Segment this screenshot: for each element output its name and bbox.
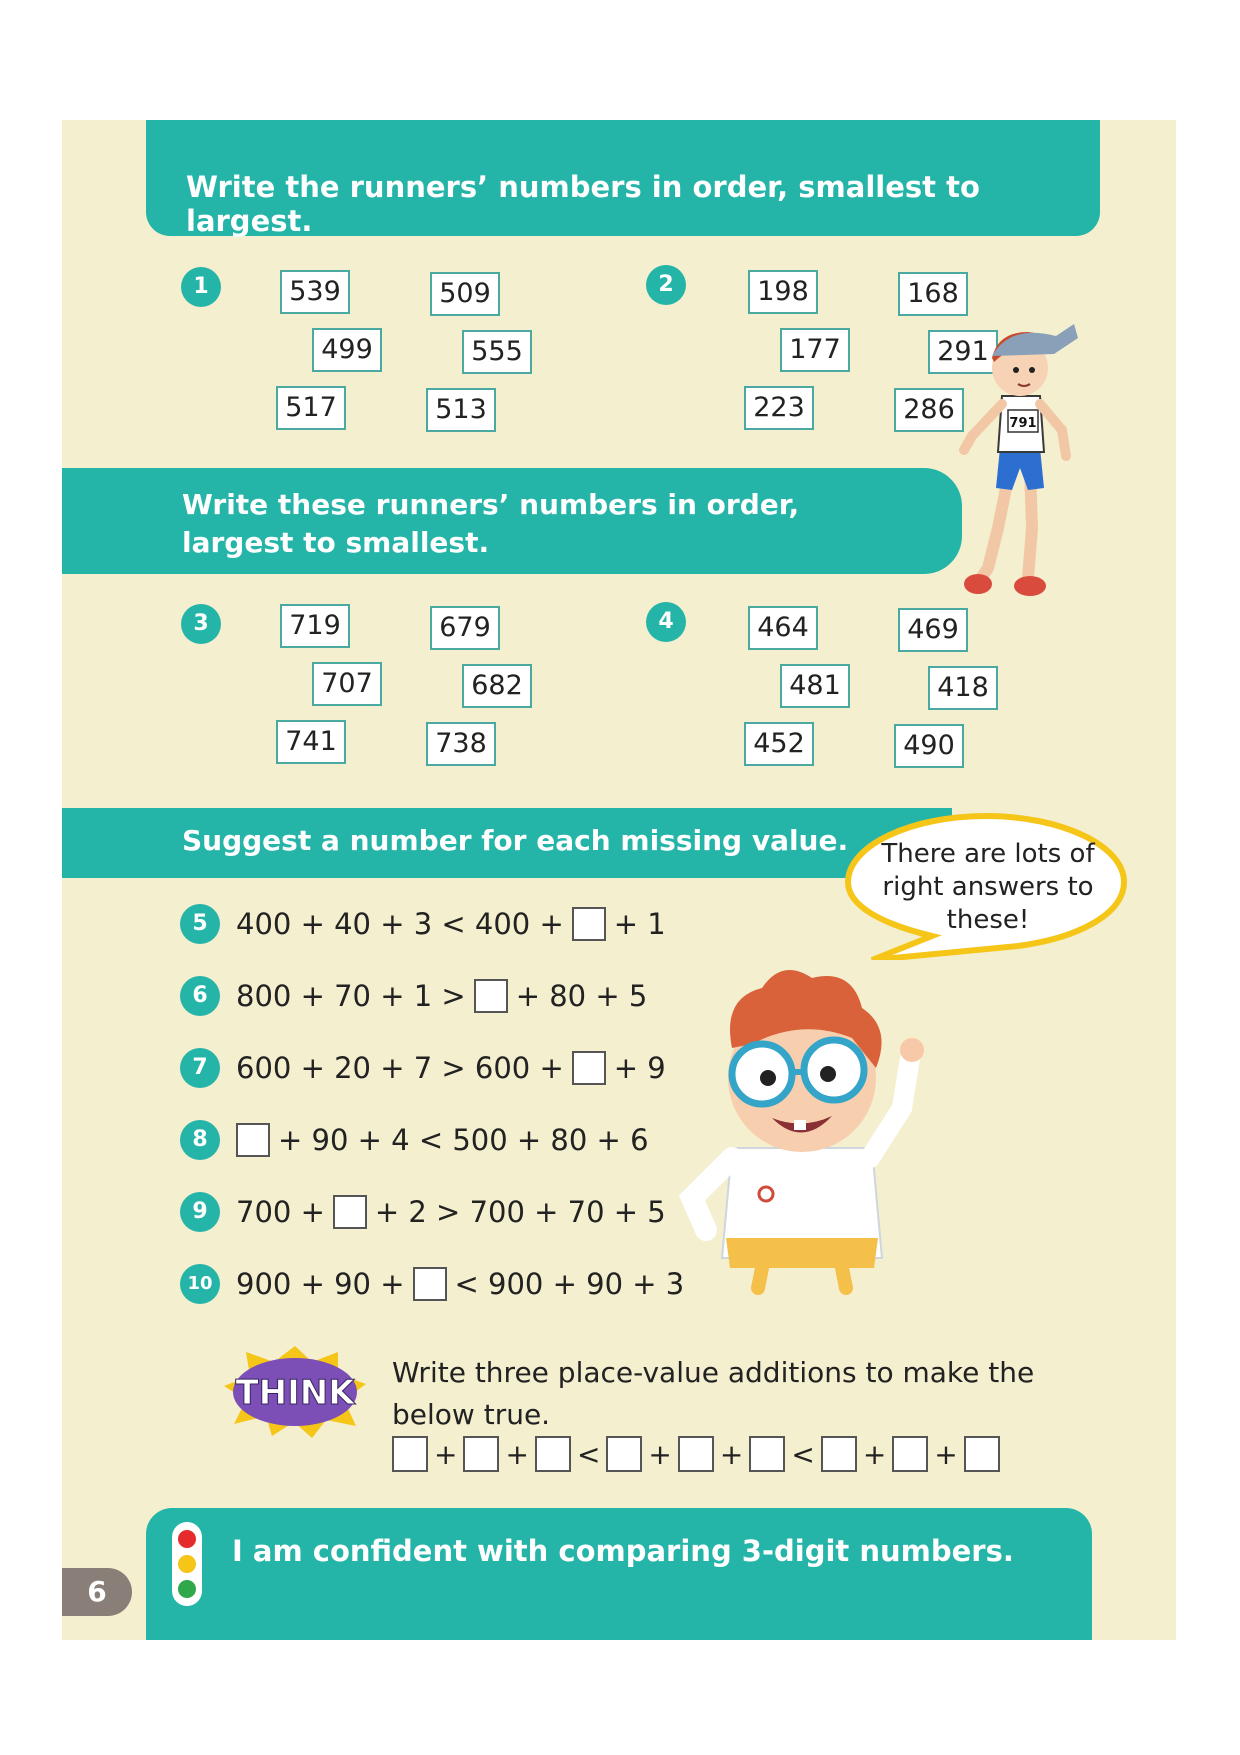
runner-number-box: 223 — [744, 386, 814, 430]
red-light[interactable] — [178, 1530, 196, 1548]
question-3-number: 3 — [181, 604, 221, 644]
equation-9 — [236, 1190, 666, 1234]
section-3-heading: Suggest a number for each missing value. — [182, 824, 849, 857]
confidence-band — [146, 1508, 1092, 1640]
less-than-sign: < — [576, 1437, 601, 1471]
runner-number-box: 719 — [280, 604, 350, 648]
runner-number-box: 509 — [430, 272, 500, 316]
answer-box[interactable] — [572, 1051, 606, 1085]
equation-8-right: + 90 + 4 < 500 + 80 + 6 — [278, 1123, 649, 1157]
equation-9-left: 700 + — [236, 1195, 325, 1229]
runner-number-box: 679 — [430, 606, 500, 650]
section-1-heading: Write the runners’ numbers in order, smallest to largest. — [186, 170, 980, 238]
question-7-number: 7 — [180, 1048, 220, 1088]
equation-7 — [236, 1046, 666, 1090]
equation-5 — [236, 902, 666, 946]
equation-7-left: 600 + 20 + 7 > 600 + — [236, 1051, 564, 1085]
question-8-number: 8 — [180, 1120, 220, 1160]
equation-9-right: + 2 > 700 + 70 + 5 — [374, 1195, 666, 1229]
answer-box[interactable] — [892, 1436, 928, 1472]
answer-box[interactable] — [413, 1267, 447, 1301]
plus-sign: + — [862, 1437, 887, 1471]
speech-bubble-text: There are lots of right answers to these! — [881, 839, 1095, 935]
equation-6-right: + 80 + 5 — [515, 979, 648, 1013]
answer-box[interactable] — [333, 1195, 367, 1229]
think-instruction: Write three place-value additions to make the below true. — [392, 1356, 1035, 1431]
runner-number-box: 517 — [276, 386, 346, 430]
question-9-number: 9 — [180, 1192, 220, 1232]
answer-box[interactable] — [463, 1436, 499, 1472]
answer-box[interactable] — [572, 907, 606, 941]
runner-number-box: 490 — [894, 724, 964, 768]
runner-number-box: 682 — [462, 664, 532, 708]
runner-number-box: 539 — [280, 270, 350, 314]
runner-number-box: 168 — [898, 272, 968, 316]
plus-sign: + — [505, 1437, 529, 1471]
equation-5-right: + 1 — [613, 907, 666, 941]
plus-sign: + — [934, 1437, 958, 1471]
equation-6 — [236, 974, 647, 1018]
think-badge-label: THINK — [235, 1373, 355, 1413]
professor-illustration — [662, 958, 942, 1298]
equation-10-left: 900 + 90 + — [236, 1267, 405, 1301]
runner-illustration — [958, 318, 1118, 608]
equation-10-right: < 900 + 90 + 3 — [454, 1267, 685, 1301]
plus-sign: + — [648, 1437, 672, 1471]
equation-6-left: 800 + 70 + 1 > — [236, 979, 466, 1013]
equation-7-right: + 9 — [613, 1051, 666, 1085]
question-5-number: 5 — [180, 904, 220, 944]
runner-bib-number: 791 — [1009, 416, 1037, 431]
answer-box[interactable] — [392, 1436, 428, 1472]
runner-number-box: 738 — [426, 722, 496, 766]
equation-5-left: 400 + 40 + 3 < 400 + — [236, 907, 564, 941]
runner-number-box: 513 — [426, 388, 496, 432]
runner-number-box: 286 — [894, 388, 964, 432]
runner-number-box: 741 — [276, 720, 346, 764]
runner-number-box: 452 — [744, 722, 814, 766]
runner-number-box: 555 — [462, 330, 532, 374]
answer-box[interactable] — [236, 1123, 270, 1157]
think-inequality-row — [392, 1436, 1000, 1472]
plus-sign: + — [434, 1437, 458, 1471]
section-2-heading: Write these runners’ numbers in order, largest to smallest. — [182, 488, 800, 559]
think-badge — [220, 1340, 370, 1440]
question-2-number: 2 — [646, 265, 686, 305]
less-than-sign: < — [791, 1437, 815, 1471]
question-6-number: 6 — [180, 976, 220, 1016]
answer-box[interactable] — [749, 1436, 785, 1472]
answer-box[interactable] — [821, 1436, 857, 1472]
runner-number-box: 198 — [748, 270, 818, 314]
section-3-heading-band — [62, 808, 952, 878]
runner-number-box: 291 — [928, 330, 998, 374]
answer-box[interactable] — [474, 979, 508, 1013]
runner-number-box: 418 — [928, 666, 998, 710]
plus-sign: + — [719, 1437, 744, 1471]
answer-box[interactable] — [678, 1436, 714, 1472]
runner-number-box: 177 — [780, 328, 850, 372]
page-number: 6 — [62, 1568, 132, 1616]
runner-number-box: 707 — [312, 662, 382, 706]
section-2-heading-band — [62, 468, 962, 574]
confidence-statement: I am confident with comparing 3-digit numbers. — [232, 1534, 1014, 1568]
question-1-number: 1 — [181, 267, 221, 307]
amber-light[interactable] — [178, 1555, 196, 1573]
runner-number-box: 469 — [898, 608, 968, 652]
section-1-heading-band — [146, 120, 1100, 236]
question-4-number: 4 — [646, 602, 686, 642]
runner-number-box: 464 — [748, 606, 818, 650]
answer-box[interactable] — [535, 1436, 571, 1472]
answer-box[interactable] — [606, 1436, 642, 1472]
runner-number-box: 481 — [780, 664, 850, 708]
question-10-number: 10 — [180, 1264, 220, 1304]
equation-8 — [236, 1118, 649, 1162]
runner-number-box: 499 — [312, 328, 382, 372]
green-light[interactable] — [178, 1580, 196, 1598]
equation-10 — [236, 1262, 684, 1306]
answer-box[interactable] — [964, 1436, 1000, 1472]
traffic-light-icon — [172, 1522, 202, 1606]
